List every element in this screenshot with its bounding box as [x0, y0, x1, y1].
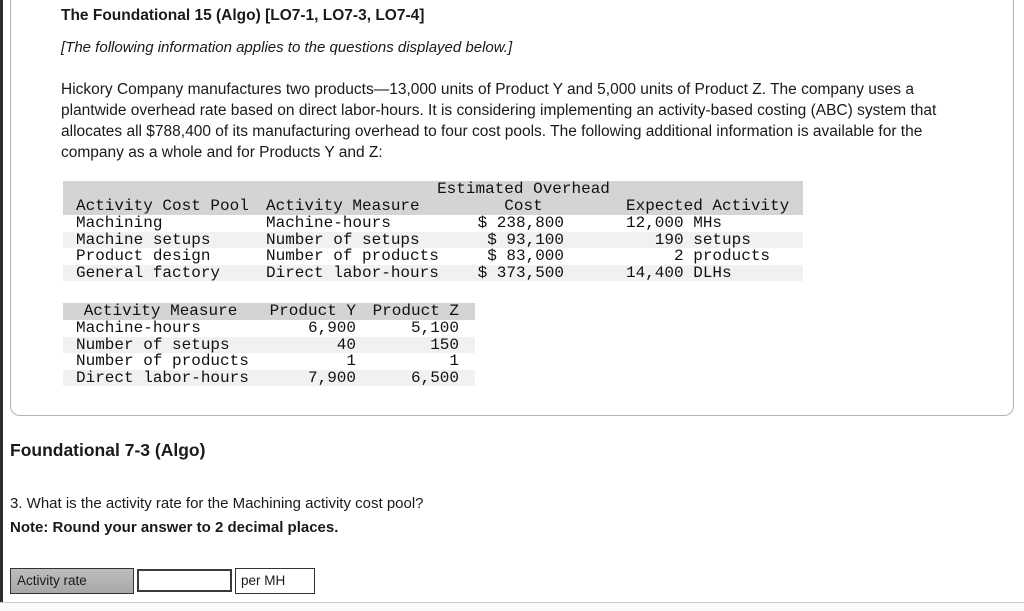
question-note: Note: Round your answer to 2 decimal places.: [10, 519, 339, 536]
card-title: The Foundational 15 (Algo) [LO7-1, LO7-3, LO7-4]: [61, 7, 425, 24]
overhead-header-activity: Expected Activity: [626, 197, 790, 216]
table-row: [63, 265, 803, 282]
overhead-cell-pool: Product design: [76, 247, 211, 265]
overhead-cell-pool: Machine setups: [76, 230, 211, 249]
overhead-cell-cost: $ 93,100: [487, 230, 564, 249]
intro-paragraph: Hickory Company manufactures two products—13,000 units of Product Y and 5,000 units of Product Z. The company uses a plantwide overhead rate based on direct labor-hours. It is considering implementing an activity-based costing (ABC) system that allocates all $788,400 of its manufacturing overhead to four cost pools. The following additional information is available for the company as a whole and for Products Y and Z:: [61, 81, 937, 161]
table-row: [63, 337, 475, 354]
empty-header-cell: [63, 181, 266, 198]
product-cell-y: 1: [346, 352, 356, 370]
activity-rate-label: Activity rate: [10, 568, 134, 594]
table-row: [63, 215, 803, 232]
product-activity-table: [63, 303, 475, 386]
table-row: [63, 353, 475, 370]
product-cell-measure: Direct labor-hours: [76, 368, 249, 387]
product-header-measure: Activity Measure: [83, 302, 238, 321]
product-cell-y: 7,900: [307, 368, 356, 387]
page-left-border: [0, 0, 3, 611]
overhead-group-header: Estimated Overhead: [437, 180, 610, 199]
empty-header-cell: [266, 181, 421, 198]
overhead-cell-cost: $ 238,800: [477, 214, 564, 232]
question-block: [10, 493, 424, 538]
question-text: 3. What is the activity rate for the Machining activity cost pool?: [10, 495, 424, 512]
overhead-cell-measure: Number of products: [266, 247, 439, 265]
product-cell-measure: Number of products: [76, 352, 249, 370]
question-info-card: [10, 0, 1014, 416]
product-cell-y: 40: [336, 335, 356, 354]
card-subtitle: [The following information applies to the questions displayed below.]: [61, 39, 513, 56]
overhead-cell-pool: Machining: [76, 214, 163, 232]
empty-header-cell: [626, 181, 803, 198]
overhead-cell-activity: 14,400 DLHs: [626, 263, 732, 282]
product-cell-measure: Number of setups: [76, 335, 230, 354]
activity-rate-input[interactable]: [137, 569, 232, 592]
answer-row: [10, 568, 315, 594]
overhead-cell-activity: 12,000 MHs: [626, 214, 723, 232]
section-title: Foundational 7-3 (Algo): [10, 440, 206, 460]
product-cell-z: 1: [449, 352, 459, 370]
overhead-cell-pool: General factory: [76, 263, 221, 282]
product-header-z: Product Z: [372, 302, 459, 321]
overhead-table-group-header-row: [63, 181, 803, 198]
unit-label: per MH: [235, 568, 315, 594]
product-table-header-row: [63, 303, 475, 320]
overhead-header-measure: Activity Measure: [266, 197, 420, 216]
overhead-table: [63, 181, 803, 281]
overhead-header-pool: Activity Cost Pool: [76, 197, 249, 216]
table-row: [63, 370, 475, 387]
overhead-cell-cost: $ 373,500: [477, 263, 564, 282]
overhead-cell-measure: Direct labor-hours: [266, 263, 439, 282]
table-row: [63, 320, 475, 337]
product-cell-z: 6,500: [410, 368, 459, 387]
product-cell-y: 6,900: [307, 319, 356, 337]
product-cell-z: 5,100: [410, 319, 459, 337]
overhead-cell-activity: 2 products: [626, 247, 771, 265]
overhead-cell-measure: Number of setups: [266, 230, 420, 249]
overhead-table-header-row: [63, 198, 803, 215]
product-header-y: Product Y: [269, 302, 356, 321]
product-cell-measure: Machine-hours: [76, 319, 201, 337]
overhead-cell-activity: 190 setups: [626, 230, 751, 249]
overhead-cell-cost: $ 83,000: [487, 247, 564, 265]
overhead-cell-measure: Machine-hours: [266, 214, 391, 232]
overhead-header-cost: Cost: [504, 197, 543, 216]
product-cell-z: 150: [430, 335, 459, 354]
table-row: [63, 248, 803, 265]
table-row: [63, 232, 803, 249]
bottom-divider: [0, 602, 1024, 611]
